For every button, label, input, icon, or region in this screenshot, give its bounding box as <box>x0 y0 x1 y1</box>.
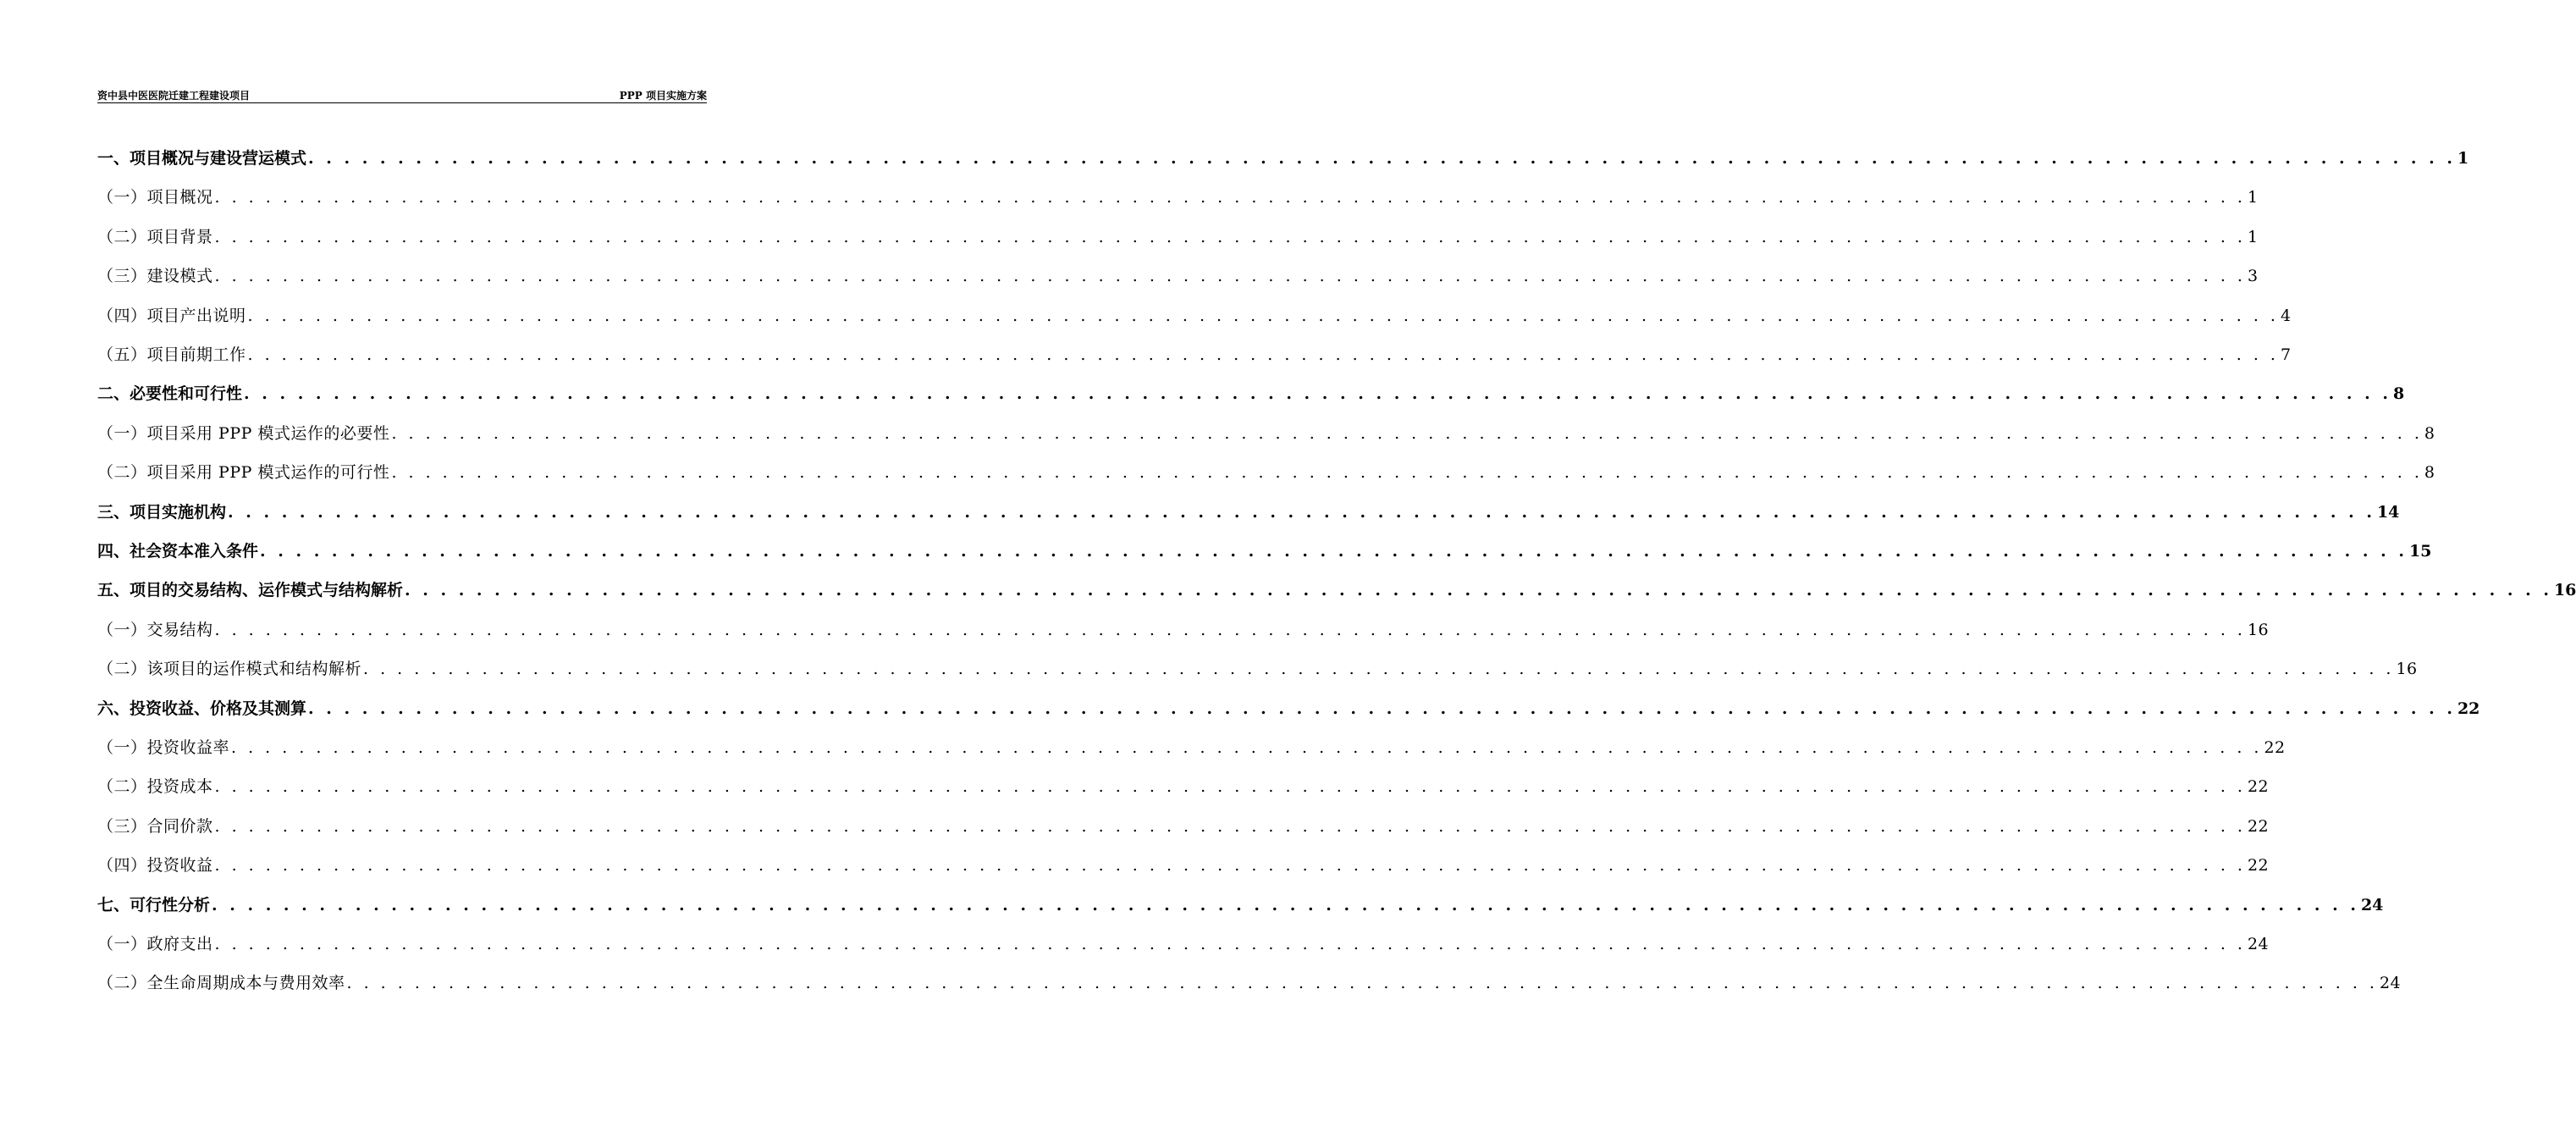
toc-entry[interactable] <box>97 340 2292 366</box>
toc-entry-page-number: 4 <box>2280 306 2292 325</box>
toc-entry-title: 三、项目实施机构 <box>97 502 227 522</box>
toc-entry[interactable] <box>97 616 2270 641</box>
toc-entry-page-number: 22 <box>2264 738 2286 757</box>
toc-entry-title: （四）项目产出说明 <box>97 306 246 325</box>
header-document-type: PPP 项目实施方案 <box>619 90 707 102</box>
toc-entry[interactable] <box>97 183 2259 208</box>
toc-entry-page-number: 22 <box>2457 699 2480 718</box>
toc-dot-leader: . . . . . . . . . . . . . . . . . . . . . . . . . . . . . . . . . . . . . . . . . . . . . . . . . . . . . . . . . . . . . . . . . . . . . . . . . . . . . . . . . . . . . . . . . . . . . . . . . . . . . . . . . . . . . . . . . . . . . . . . <box>391 463 2423 483</box>
toc-entry[interactable] <box>97 537 2432 562</box>
toc-entry-title: （三）建设模式 <box>97 267 213 286</box>
toc-dot-leader: . . . . . . . . . . . . . . . . . . . . . . . . . . . . . . . . . . . . . . . . . . . . . . . . . . . . . . . . . . . . . . . . . . . . . . . . . . . . . . . . . . . . . . . . . . . . . . . . . . . . . . . . . . . . . . . . . . . . . . . . <box>247 345 2279 364</box>
toc-dot-leader: . . . . . . . . . . . . . . . . . . . . . . . . . . . . . . . . . . . . . . . . . . . . . . . . . . . . . . . . . . . . . . . . . . . . . . . . . . . . . . . . . . . . . . . . . . . . . . . . . . . . . . . . . . . . . . . . . . . . . . . . <box>214 777 2246 797</box>
toc-entry-page-number: 22 <box>2247 777 2270 797</box>
toc-entry[interactable] <box>97 379 2405 405</box>
toc-entry-page-number: 8 <box>2424 423 2435 443</box>
toc-entry[interactable] <box>97 576 2576 601</box>
toc-entry-page-number: 24 <box>2247 935 2270 953</box>
toc-entry-title: （二）投资成本 <box>97 777 213 797</box>
toc-entry[interactable] <box>97 144 2469 169</box>
toc-dot-leader: . . . . . . . . . . . . . . . . . . . . . . . . . . . . . . . . . . . . . . . . . . . . . . . . . . . . . . . . . . . . . . . . . . . . . . . . . . . . . . . . . . . . . . . . . . . . . . . . . . . . . . . . . . . . . . . . . . . . . . . . <box>214 188 2246 207</box>
toc-entry-page-number: 1 <box>2457 149 2469 168</box>
toc-entry[interactable] <box>97 458 2435 483</box>
toc-entry[interactable] <box>97 301 2292 327</box>
toc-entry-title: 五、项目的交易结构、运作模式与结构解析 <box>97 581 404 600</box>
toc-entry-page-number: 16 <box>2553 581 2576 600</box>
toc-dot-leader: . . . . . . . . . . . . . . . . . . . . . . . . . . . . . . . . . . . . . . . . . . . . . . . . . . . . . . . . . . . . . . . . . . . . . . . . . . . . . . . . . . . . . . . . . . . . . . . . . . . . . . . . . . . . . . . . . . . . . . . . <box>212 895 2359 914</box>
toc-entry-title: （一）项目概况 <box>97 188 213 207</box>
toc-entry[interactable] <box>97 772 2270 798</box>
toc-dot-leader: . . . . . . . . . . . . . . . . . . . . . . . . . . . . . . . . . . . . . . . . . . . . . . . . . . . . . . . . . . . . . . . . . . . . . . . . . . . . . . . . . . . . . . . . . . . . . . . . . . . . . . . . . . . . . . . . . . . . . . . . <box>308 149 2456 168</box>
toc-dot-leader: . . . . . . . . . . . . . . . . . . . . . . . . . . . . . . . . . . . . . . . . . . . . . . . . . . . . . . . . . . . . . . . . . . . . . . . . . . . . . . . . . . . . . . . . . . . . . . . . . . . . . . . . . . . . . . . . . . . . . . . . <box>247 306 2279 325</box>
toc-entry-title: 一、项目概况与建设营运模式 <box>97 149 307 168</box>
toc-entry[interactable] <box>97 223 2259 248</box>
toc-dot-leader: . . . . . . . . . . . . . . . . . . . . . . . . . . . . . . . . . . . . . . . . . . . . . . . . . . . . . . . . . . . . . . . . . . . . . . . . . . . . . . . . . . . . . . . . . . . . . . . . . . . . . . . . . . . . . . . . . . . . . . . . <box>260 542 2408 561</box>
toc-entry-title: （一）项目采用 PPP 模式运作的必要性 <box>97 423 390 443</box>
toc-entry[interactable] <box>97 969 2402 994</box>
toc-entry-page-number: 8 <box>2392 384 2405 404</box>
toc-entry-page-number: 1 <box>2247 188 2259 207</box>
toc-entry-page-number: 16 <box>2396 660 2418 679</box>
toc-entry-page-number: 16 <box>2247 620 2270 639</box>
page-header <box>97 87 707 103</box>
toc-entry-title: （三）合同价款 <box>97 816 213 836</box>
toc-dot-leader: . . . . . . . . . . . . . . . . . . . . . . . . . . . . . . . . . . . . . . . . . . . . . . . . . . . . . . . . . . . . . . . . . . . . . . . . . . . . . . . . . . . . . . . . . . . . . . . . . . . . . . . . . . . . . . . . . . . . . . . . <box>214 856 2246 876</box>
toc-entry[interactable] <box>97 733 2286 759</box>
toc-dot-leader: . . . . . . . . . . . . . . . . . . . . . . . . . . . . . . . . . . . . . . . . . . . . . . . . . . . . . . . . . . . . . . . . . . . . . . . . . . . . . . . . . . . . . . . . . . . . . . . . . . . . . . . . . . . . . . . . . . . . . . . . <box>228 502 2375 522</box>
toc-entry-title: （二）项目采用 PPP 模式运作的可行性 <box>97 463 390 483</box>
toc-dot-leader: . . . . . . . . . . . . . . . . . . . . . . . . . . . . . . . . . . . . . . . . . . . . . . . . . . . . . . . . . . . . . . . . . . . . . . . . . . . . . . . . . . . . . . . . . . . . . . . . . . . . . . . . . . . . . . . . . . . . . . . . <box>244 384 2391 404</box>
toc-entry-title: （四）投资收益 <box>97 856 213 876</box>
toc-entry-page-number: 3 <box>2247 267 2259 286</box>
toc-entry-page-number: 22 <box>2247 816 2270 836</box>
toc-entry[interactable] <box>97 655 2418 680</box>
toc-dot-leader: . . . . . . . . . . . . . . . . . . . . . . . . . . . . . . . . . . . . . . . . . . . . . . . . . . . . . . . . . . . . . . . . . . . . . . . . . . . . . . . . . . . . . . . . . . . . . . . . . . . . . . . . . . . . . . . . . . . . . . . . <box>405 581 2552 600</box>
toc-entry[interactable] <box>97 419 2435 445</box>
toc-entry-page-number: 24 <box>2360 895 2384 914</box>
toc-dot-leader: . . . . . . . . . . . . . . . . . . . . . . . . . . . . . . . . . . . . . . . . . . . . . . . . . . . . . . . . . . . . . . . . . . . . . . . . . . . . . . . . . . . . . . . . . . . . . . . . . . . . . . . . . . . . . . . . . . . . . . . . <box>363 660 2395 679</box>
toc-entry-title: 七、可行性分析 <box>97 895 211 914</box>
toc-entry-title: （一）投资收益率 <box>97 738 230 757</box>
toc-dot-leader: . . . . . . . . . . . . . . . . . . . . . . . . . . . . . . . . . . . . . . . . . . . . . . . . . . . . . . . . . . . . . . . . . . . . . . . . . . . . . . . . . . . . . . . . . . . . . . . . . . . . . . . . . . . . . . . . . . . . . . . . <box>214 267 2246 286</box>
toc-entry-title: （一）交易结构 <box>97 620 213 639</box>
toc-dot-leader: . . . . . . . . . . . . . . . . . . . . . . . . . . . . . . . . . . . . . . . . . . . . . . . . . . . . . . . . . . . . . . . . . . . . . . . . . . . . . . . . . . . . . . . . . . . . . . . . . . . . . . . . . . . . . . . . . . . . . . . . <box>214 227 2246 246</box>
toc-entry-title: （五）项目前期工作 <box>97 345 246 364</box>
toc-entry-title: （二）该项目的运作模式和结构解析 <box>97 660 362 679</box>
toc-entry-page-number: 1 <box>2247 227 2259 246</box>
toc-entry-page-number: 22 <box>2247 856 2270 876</box>
toc-dot-leader: . . . . . . . . . . . . . . . . . . . . . . . . . . . . . . . . . . . . . . . . . . . . . . . . . . . . . . . . . . . . . . . . . . . . . . . . . . . . . . . . . . . . . . . . . . . . . . . . . . . . . . . . . . . . . . . . . . . . . . . . <box>214 620 2246 639</box>
toc-entry[interactable] <box>97 930 2270 955</box>
toc-dot-leader: . . . . . . . . . . . . . . . . . . . . . . . . . . . . . . . . . . . . . . . . . . . . . . . . . . . . . . . . . . . . . . . . . . . . . . . . . . . . . . . . . . . . . . . . . . . . . . . . . . . . . . . . . . . . . . . . . . . . . . . . <box>214 935 2246 953</box>
toc-entry[interactable] <box>97 891 2384 916</box>
toc-entry-page-number: 24 <box>2379 974 2402 993</box>
toc-dot-leader: . . . . . . . . . . . . . . . . . . . . . . . . . . . . . . . . . . . . . . . . . . . . . . . . . . . . . . . . . . . . . . . . . . . . . . . . . . . . . . . . . . . . . . . . . . . . . . . . . . . . . . . . . . . . . . . . . . . . . . . . <box>231 738 2263 757</box>
toc-entry-page-number: 14 <box>2376 502 2400 522</box>
toc-entry-title: 六、投资收益、价格及其测算 <box>97 699 307 718</box>
toc-dot-leader: . . . . . . . . . . . . . . . . . . . . . . . . . . . . . . . . . . . . . . . . . . . . . . . . . . . . . . . . . . . . . . . . . . . . . . . . . . . . . . . . . . . . . . . . . . . . . . . . . . . . . . . . . . . . . . . . . . . . . . . . <box>214 816 2246 836</box>
toc-entry-title: （二）项目背景 <box>97 227 213 246</box>
toc-entry[interactable] <box>97 694 2480 720</box>
toc-entry-title: （一）政府支出 <box>97 935 213 953</box>
toc-dot-leader: . . . . . . . . . . . . . . . . . . . . . . . . . . . . . . . . . . . . . . . . . . . . . . . . . . . . . . . . . . . . . . . . . . . . . . . . . . . . . . . . . . . . . . . . . . . . . . . . . . . . . . . . . . . . . . . . . . . . . . . . <box>308 699 2456 718</box>
toc-dot-leader: . . . . . . . . . . . . . . . . . . . . . . . . . . . . . . . . . . . . . . . . . . . . . . . . . . . . . . . . . . . . . . . . . . . . . . . . . . . . . . . . . . . . . . . . . . . . . . . . . . . . . . . . . . . . . . . . . . . . . . . . <box>346 974 2378 993</box>
toc-entry-page-number: 15 <box>2408 542 2432 561</box>
toc-entry[interactable] <box>97 262 2259 287</box>
toc-entry[interactable] <box>97 851 2270 876</box>
toc-dot-leader: . . . . . . . . . . . . . . . . . . . . . . . . . . . . . . . . . . . . . . . . . . . . . . . . . . . . . . . . . . . . . . . . . . . . . . . . . . . . . . . . . . . . . . . . . . . . . . . . . . . . . . . . . . . . . . . . . . . . . . . . <box>391 423 2423 443</box>
toc-entry-title: 二、必要性和可行性 <box>97 384 243 404</box>
toc-entry[interactable] <box>97 812 2270 837</box>
header-project-name: 资中县中医医院迁建工程建设项目 <box>97 90 251 102</box>
toc-entry-title: （二）全生命周期成本与费用效率 <box>97 974 345 993</box>
toc-entry-title: 四、社会资本准入条件 <box>97 542 259 561</box>
toc-entry[interactable] <box>97 498 2400 523</box>
toc-entry-page-number: 7 <box>2280 345 2292 364</box>
toc-entry-page-number: 8 <box>2424 463 2435 483</box>
